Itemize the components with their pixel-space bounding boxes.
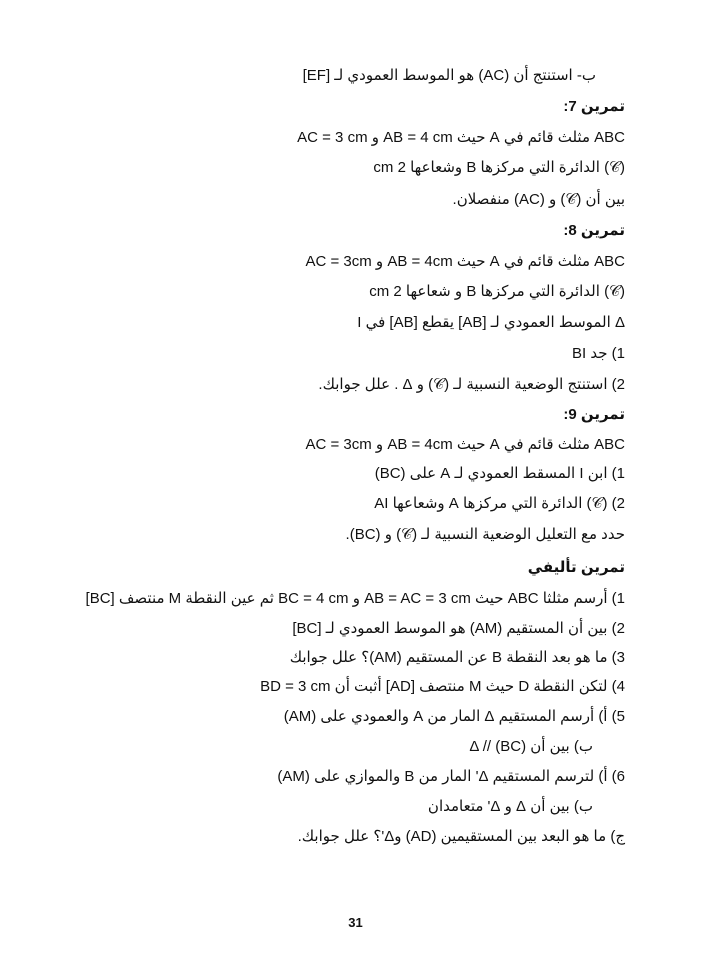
line-14: 1) ابن I المسقط العمودي لـ A على (BC) <box>374 465 625 482</box>
line-23: ب) بين أن Δ // (BC) <box>469 738 593 755</box>
line-15: 2) (𝒞) الدائرة التي مركزها A وشعاعها AI <box>374 495 625 512</box>
line-26: ج) ما هو البعد بين المستقيمين (AD) وΔ'؟ علل جوابك. <box>297 828 625 845</box>
exercise-7-heading: تمرين 7: <box>563 98 625 115</box>
line-16: حدد مع التعليل الوضعية النسبية لـ (𝒞) و (BC). <box>345 526 625 543</box>
synthesis-exercise-heading: تمرين تأليفي <box>527 559 625 576</box>
line-25: ب) بين أن Δ و Δ' متعامدان <box>427 798 593 815</box>
line-22: 5) أ) أرسم المستقيم Δ المار من A والعمودي على (AM) <box>283 708 625 725</box>
line-11: 2) استنتج الوضعية النسبية لـ (𝒞) و Δ . علل جوابك. <box>318 376 625 393</box>
line-8: (𝒞) الدائرة التي مركزها B و شعاعها 2 cm <box>369 283 625 300</box>
line-19: 2) بين أن المستقيم (AM) هو الموسط العمودي لـ [BC] <box>292 620 625 637</box>
line-21: 4) لتكن النقطة D حيث M منتصف [AD] أثبت أن BD = 3 cm <box>260 678 625 695</box>
line-18: 1) أرسم مثلثا ABC حيث AB = AC = 3 cm و BC = 4 cm ثم عين النقطة M منتصف [BC] <box>85 590 625 607</box>
line-13: ABC مثلث قائم في A حيث AB = 4cm و AC = 3cm <box>305 436 625 453</box>
line-24: 6) أ) لترسم المستقيم Δ' المار من B والموازي على (AM) <box>277 768 625 785</box>
line-1: ب- استنتج أن (AC) هو الموسط العمودي لـ [EF] <box>302 67 596 84</box>
line-9: Δ الموسط العمودي لـ [AB] يقطع [AB] في I <box>357 314 625 331</box>
line-4: (𝒞) الدائرة التي مركزها B وشعاعها 2 cm <box>373 159 625 176</box>
line-5: بين أن (𝒞) و (AC) منفصلان. <box>452 191 625 208</box>
line-7: ABC مثلث قائم في A حيث AB = 4cm و AC = 3cm <box>305 253 625 270</box>
exercise-8-heading: تمرين 8: <box>563 222 625 239</box>
exercise-9-heading: تمرين 9: <box>563 406 625 423</box>
line-20: 3) ما هو بعد النقطة B عن المستقيم (AM)؟ علل جوابك <box>289 649 625 666</box>
line-3: ABC مثلث قائم في A حيث AB = 4 cm و AC = 3 cm <box>297 129 625 146</box>
line-10: 1) جد BI <box>571 345 625 362</box>
page-number: 31 <box>348 915 363 930</box>
